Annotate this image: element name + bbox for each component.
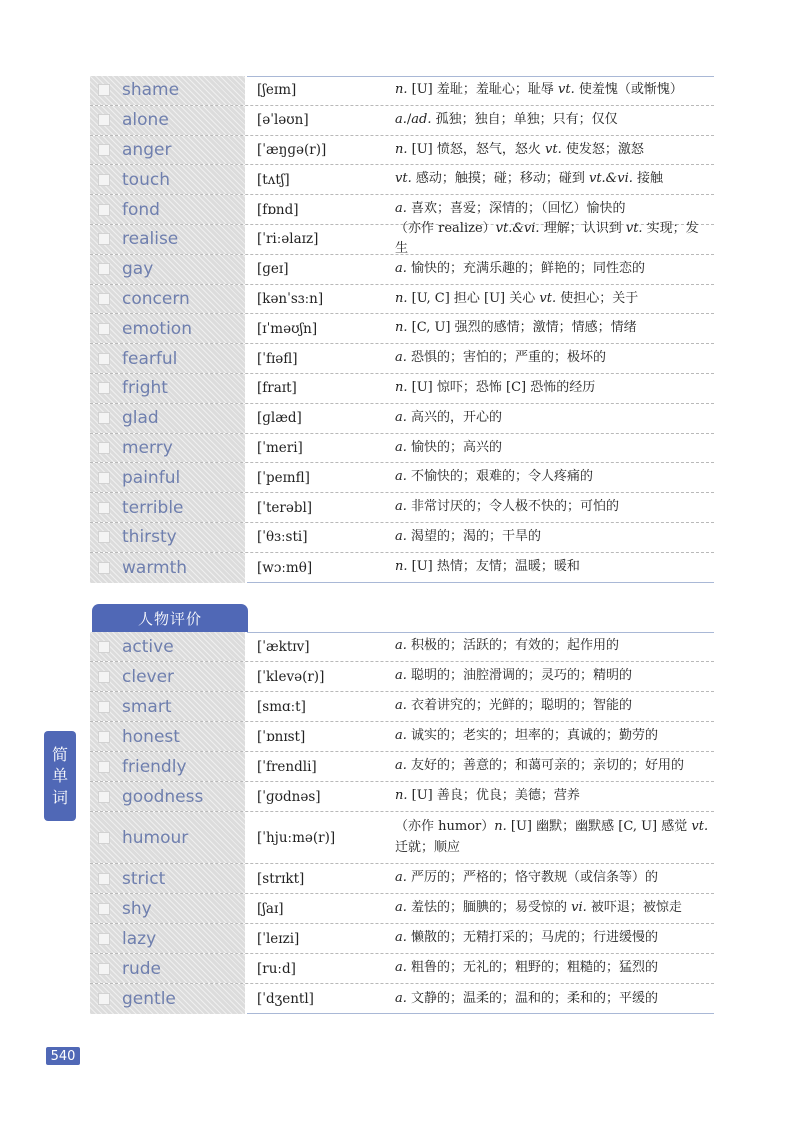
definition-text <box>395 636 714 657</box>
word-cell <box>90 195 247 224</box>
checkbox-square-icon[interactable] <box>98 353 110 365</box>
part-of-speech: a. <box>395 528 407 544</box>
part-of-speech: a. <box>395 469 407 485</box>
phonetic-text: [ˈpeɪnfl] <box>257 469 310 486</box>
word-cell <box>90 662 247 691</box>
definition-segment: 诚实的；老实的；坦率的；真诚的；勤劳的 <box>406 728 659 744</box>
definition-segment: 实现；发生 <box>395 220 699 257</box>
definition-segment: 使发怒；激怒 <box>561 141 644 157</box>
definition-segment: 严厉的；严格的；恪守教规（或信条等）的 <box>406 870 659 886</box>
phonetic-text: [ˈɒnɪst] <box>257 728 306 745</box>
word-text: strict <box>122 868 166 889</box>
table-row <box>90 894 714 924</box>
table-rows <box>90 632 714 1014</box>
definition-text <box>395 666 714 687</box>
definition-segment: [U] 善良；优良；美德；营养 <box>407 788 580 804</box>
definition-segment: 愉快的；高兴的 <box>406 439 503 455</box>
definition-text <box>395 110 714 131</box>
word-text: terrible <box>122 497 184 518</box>
page-number: 540 <box>46 1047 80 1065</box>
word-text: honest <box>122 726 180 747</box>
checkbox-square-icon[interactable] <box>98 412 110 424</box>
part-of-speech: vt.&vi. <box>588 171 633 187</box>
table-row <box>90 864 714 894</box>
word-text: touch <box>122 169 170 190</box>
definition-text <box>395 378 714 399</box>
phonetic-text: [fraɪt] <box>257 380 297 397</box>
definition-segment: 接触 <box>632 171 664 187</box>
word-text: friendly <box>122 756 187 777</box>
checkbox-square-icon[interactable] <box>98 174 110 186</box>
definition-segment: [U] 热情；友情；温暖；暖和 <box>407 559 580 575</box>
word-cell <box>90 434 247 463</box>
checkbox-square-icon[interactable] <box>98 933 110 945</box>
part-of-speech: vt. <box>545 141 562 157</box>
table-row <box>90 692 714 722</box>
definition-segment: 友好的；善意的；和蔼可亲的；亲切的；好用的 <box>406 758 685 774</box>
word-text: shame <box>122 80 180 101</box>
checkbox-square-icon[interactable] <box>98 382 110 394</box>
word-cell <box>90 285 247 314</box>
definition-text <box>395 868 714 889</box>
word-cell <box>90 722 247 751</box>
definition-segment: 高兴的，开心的 <box>406 409 503 425</box>
definition-segment: 懒散的；无精打采的；马虎的；行进缓慢的 <box>406 930 659 946</box>
definition-segment: 不愉快的；艰难的；令人疼痛的 <box>406 469 594 485</box>
checkbox-square-icon[interactable] <box>98 791 110 803</box>
table-row <box>90 434 714 464</box>
table-rows <box>90 76 714 583</box>
phonetic-text: [ɪˈməʊʃn] <box>257 320 318 337</box>
phonetic-text: [ˈfrendli] <box>257 758 317 775</box>
word-cell <box>90 374 247 403</box>
definition-text <box>395 696 714 717</box>
word-cell <box>90 812 247 863</box>
side-tab-simple-words <box>44 731 76 821</box>
table-row <box>90 523 714 553</box>
definition-text <box>395 140 714 161</box>
checkbox-square-icon[interactable] <box>98 641 110 653</box>
phonetic-text: [ruːd] <box>257 960 296 977</box>
definition-text <box>395 928 714 949</box>
definition-segment: [C, U] 强烈的感情；激情；情感；情绪 <box>407 320 637 336</box>
word-text: fond <box>122 199 160 220</box>
checkbox-square-icon[interactable] <box>98 233 110 245</box>
phonetic-text: [ˈɡʊdnəs] <box>257 788 321 805</box>
checkbox-square-icon[interactable] <box>98 903 110 915</box>
word-text: fearful <box>122 348 178 369</box>
part-of-speech: n. <box>395 141 408 157</box>
phonetic-text: [ˈæŋɡə(r)] <box>257 141 327 158</box>
table-row <box>90 984 714 1014</box>
phonetic-text: [ˈriːəlaɪz] <box>257 231 319 248</box>
definition-text <box>395 497 714 518</box>
word-text: humour <box>122 827 189 848</box>
table-row <box>90 553 714 583</box>
word-cell <box>90 984 247 1014</box>
word-text: thirsty <box>122 527 177 548</box>
word-cell <box>90 106 247 135</box>
checkbox-square-icon[interactable] <box>98 323 110 335</box>
part-of-speech: n. <box>395 320 408 336</box>
vocab-table-character <box>90 632 714 1014</box>
part-of-speech: a. <box>395 758 407 774</box>
checkbox-square-icon[interactable] <box>98 144 110 156</box>
part-of-speech: vt. <box>395 171 412 187</box>
table-row <box>90 812 714 864</box>
table-row <box>90 344 714 374</box>
definition-text <box>395 318 714 339</box>
definition-segment: / <box>406 111 412 127</box>
definition-segment: 积极的；活跃的；有效的；起作用的 <box>406 638 620 654</box>
word-text: painful <box>122 467 181 488</box>
part-of-speech: n. <box>395 379 408 395</box>
table-row <box>90 106 714 136</box>
phonetic-text: [ˈæktɪv] <box>257 638 310 655</box>
part-of-speech: n. <box>395 82 408 97</box>
word-cell <box>90 523 247 552</box>
word-cell <box>90 136 247 165</box>
table-row <box>90 136 714 166</box>
checkbox-square-icon[interactable] <box>98 293 110 305</box>
phonetic-text: [ʃaɪ] <box>257 900 284 917</box>
word-text: gentle <box>122 989 176 1009</box>
phonetic-text: [ˈhjuːmə(r)] <box>257 829 336 846</box>
part-of-speech: a. <box>395 260 407 276</box>
side-tab-char: 单 <box>51 766 68 786</box>
part-of-speech: a. <box>395 990 407 1006</box>
table-row <box>90 493 714 523</box>
definition-segment: 非常讨厌的；令人极不快的；可怕的 <box>406 499 620 515</box>
phonetic-text: [ʃeɪm] <box>257 82 297 99</box>
part-of-speech: vi. <box>571 900 587 916</box>
definition-text <box>395 817 714 859</box>
word-text: realise <box>122 229 179 250</box>
word-cell <box>90 954 247 983</box>
part-of-speech: a. <box>395 698 407 714</box>
word-cell <box>90 165 247 194</box>
word-text: anger <box>122 139 172 160</box>
phonetic-text: [fɒnd] <box>257 201 299 218</box>
checkbox-square-icon[interactable] <box>98 114 110 126</box>
table-row <box>90 220 714 257</box>
definition-text <box>395 169 714 190</box>
definition-segment: [U] 愤怒，怒气，怒火 <box>407 141 546 157</box>
table-row <box>90 924 714 954</box>
phonetic-text: [ˈdʒentl] <box>257 991 314 1007</box>
part-of-speech: n. <box>395 290 408 306</box>
definition-segment: 感动；触摸；碰；移动；碰到 <box>411 171 589 187</box>
definition-segment: 被吓退；被惊走 <box>586 900 682 916</box>
definition-segment: （亦作 realize） <box>395 220 496 236</box>
definition-text <box>395 989 714 1010</box>
word-cell <box>90 692 247 721</box>
table-row <box>90 255 714 285</box>
phonetic-text: [ˈklevə(r)] <box>257 668 325 685</box>
definition-segment: 恐惧的；害怕的；严重的；极坏的 <box>406 350 607 366</box>
word-cell <box>90 864 247 893</box>
definition-segment: 聪明的；油腔滑调的；灵巧的；精明的 <box>406 668 633 684</box>
part-of-speech: a. <box>395 900 407 916</box>
definition-text <box>395 726 714 747</box>
definition-segment: 迁就；顺应 <box>395 839 461 855</box>
table-row <box>90 463 714 493</box>
table-row <box>90 752 714 782</box>
definition-text <box>395 467 714 488</box>
checkbox-square-icon[interactable] <box>98 204 110 216</box>
word-cell <box>90 752 247 781</box>
definition-segment: 愉快的；充满乐趣的；鲜艳的；同性恋的 <box>406 260 646 276</box>
part-of-speech: a. <box>395 930 407 946</box>
word-text: warmth <box>122 557 188 578</box>
definition-segment: 羞怯的；腼腆的；易受惊的 <box>406 900 572 916</box>
part-of-speech: n. <box>395 559 408 575</box>
table-row <box>90 165 714 195</box>
definition-segment: 喜欢；喜爱；深情的；（回忆）愉快的 <box>406 201 626 217</box>
phonetic-text: [ˈfɪəfl] <box>257 350 298 367</box>
definition-segment: [U] 幽默；幽默感 [C, U] 感觉 <box>506 818 692 834</box>
part-of-speech: vt.&vi. <box>495 220 540 236</box>
word-cell <box>90 76 247 105</box>
word-cell <box>90 463 247 492</box>
table-row <box>90 404 714 434</box>
checkbox-square-icon[interactable] <box>98 531 110 543</box>
checkbox-square-icon[interactable] <box>98 993 110 1005</box>
checkbox-square-icon[interactable] <box>98 84 110 96</box>
checkbox-square-icon[interactable] <box>98 963 110 975</box>
part-of-speech: a. <box>395 201 407 217</box>
section-title-character-evaluation: 人物评价 <box>92 604 248 632</box>
definition-segment: 文静的；温柔的；温和的；柔和的；平缓的 <box>406 990 659 1006</box>
word-cell <box>90 255 247 284</box>
definition-segment: 孤独；独自；单独；只有；仅仅 <box>431 111 618 127</box>
definition-segment: [U, C] 担心 [U] 关心 <box>407 290 540 306</box>
phonetic-text: [wɔːmθ] <box>257 559 313 576</box>
checkbox-square-icon[interactable] <box>98 562 110 574</box>
definition-text <box>395 289 714 310</box>
definition-text <box>395 958 714 979</box>
word-text: fright <box>122 378 168 399</box>
phonetic-text: [ˈterəbl] <box>257 499 313 516</box>
table-row <box>90 662 714 692</box>
checkbox-square-icon[interactable] <box>98 701 110 713</box>
word-cell <box>90 632 247 661</box>
checkbox-square-icon[interactable] <box>98 731 110 743</box>
part-of-speech: a. <box>395 439 407 455</box>
table-row <box>90 374 714 404</box>
part-of-speech: vt. <box>691 818 709 834</box>
phonetic-text: [ɡeɪ] <box>257 261 289 278</box>
word-text: goodness <box>122 786 204 807</box>
definition-segment: 理解；认识到 <box>539 220 626 236</box>
phonetic-text: [ˈmeri] <box>257 439 303 456</box>
definition-segment: 渴望的；渴的；干旱的 <box>406 528 542 544</box>
word-text: active <box>122 636 174 657</box>
table-row <box>90 314 714 344</box>
definition-segment: 使担心；关于 <box>556 290 639 306</box>
definition-segment: 粗鲁的；无礼的；粗野的；粗糙的；猛烈的 <box>406 960 659 976</box>
table-row <box>90 632 714 662</box>
part-of-speech: a. <box>395 350 407 366</box>
definition-segment: [U] 羞耻；羞耻心；耻辱 <box>407 82 559 97</box>
vocab-table-emotions <box>90 76 714 583</box>
word-text: emotion <box>122 318 192 339</box>
word-cell <box>90 553 247 583</box>
phonetic-text: [kənˈsɜːn] <box>257 290 324 307</box>
checkbox-square-icon[interactable] <box>98 873 110 885</box>
part-of-speech: ad. <box>411 111 432 127</box>
definition-text <box>395 786 714 807</box>
definition-text <box>395 259 714 280</box>
checkbox-square-icon[interactable] <box>98 502 110 514</box>
part-of-speech: n. <box>494 818 507 834</box>
definition-segment: （亦作 humor） <box>395 818 495 834</box>
part-of-speech: a. <box>395 638 407 654</box>
part-of-speech: a. <box>395 870 407 886</box>
phonetic-text: [ɡlæd] <box>257 410 302 427</box>
part-of-speech: a. <box>395 960 407 976</box>
definition-text <box>395 527 714 548</box>
word-text: shy <box>122 898 152 919</box>
checkbox-square-icon[interactable] <box>98 832 110 844</box>
word-cell <box>90 493 247 522</box>
word-text: concern <box>122 288 190 309</box>
definition-segment: 使羞愧（或惭愧） <box>574 82 683 97</box>
table-row <box>90 782 714 812</box>
word-text: clever <box>122 666 175 687</box>
phonetic-text: [ˈθɜːsti] <box>257 529 308 546</box>
checkbox-square-icon[interactable] <box>98 671 110 683</box>
definition-text <box>395 438 714 459</box>
checkbox-square-icon[interactable] <box>98 442 110 454</box>
table-row <box>90 722 714 752</box>
definition-text <box>395 408 714 429</box>
part-of-speech: a. <box>395 728 407 744</box>
table-row <box>90 76 714 106</box>
word-cell <box>90 344 247 373</box>
definition-text <box>395 557 714 578</box>
checkbox-square-icon[interactable] <box>98 472 110 484</box>
table-row <box>90 285 714 315</box>
phonetic-text: [smɑːt] <box>257 698 306 715</box>
checkbox-square-icon[interactable] <box>98 761 110 773</box>
word-text: glad <box>122 408 159 429</box>
definition-text <box>395 199 714 220</box>
checkbox-square-icon[interactable] <box>98 263 110 275</box>
phonetic-text: [strɪkt] <box>257 870 305 887</box>
word-cell <box>90 404 247 433</box>
definition-segment: 衣着讲究的；光鲜的；聪明的；智能的 <box>406 698 633 714</box>
table-row <box>90 954 714 984</box>
word-text: merry <box>122 437 173 458</box>
word-cell <box>90 314 247 343</box>
phonetic-text: [ˈleɪzi] <box>257 930 300 947</box>
word-text: rude <box>122 958 162 979</box>
word-cell <box>90 782 247 811</box>
part-of-speech: a. <box>395 111 407 127</box>
part-of-speech: a. <box>395 499 407 515</box>
definition-text <box>395 756 714 777</box>
phonetic-text: [tʌtʃ] <box>257 171 290 188</box>
definition-text <box>395 80 714 101</box>
phonetic-text: [əˈləʊn] <box>257 112 309 129</box>
definition-text <box>395 898 714 919</box>
part-of-speech: vt. <box>539 290 557 306</box>
word-text: gay <box>122 259 154 280</box>
part-of-speech: n. <box>395 788 408 804</box>
word-cell <box>90 894 247 923</box>
side-tab-char: 词 <box>51 787 68 807</box>
word-cell <box>90 225 247 254</box>
word-text: alone <box>122 110 169 131</box>
definition-segment: [U] 惊吓；恐怖 [C] 恐怖的经历 <box>407 379 596 395</box>
word-text: smart <box>122 696 172 717</box>
word-text: lazy <box>122 928 157 949</box>
part-of-speech: vt. <box>625 220 643 236</box>
side-tab-char: 简 <box>51 744 68 764</box>
part-of-speech: a. <box>395 668 407 684</box>
part-of-speech: vt. <box>558 82 575 97</box>
definition-text <box>395 348 714 369</box>
part-of-speech: a. <box>395 409 407 425</box>
word-cell <box>90 924 247 953</box>
